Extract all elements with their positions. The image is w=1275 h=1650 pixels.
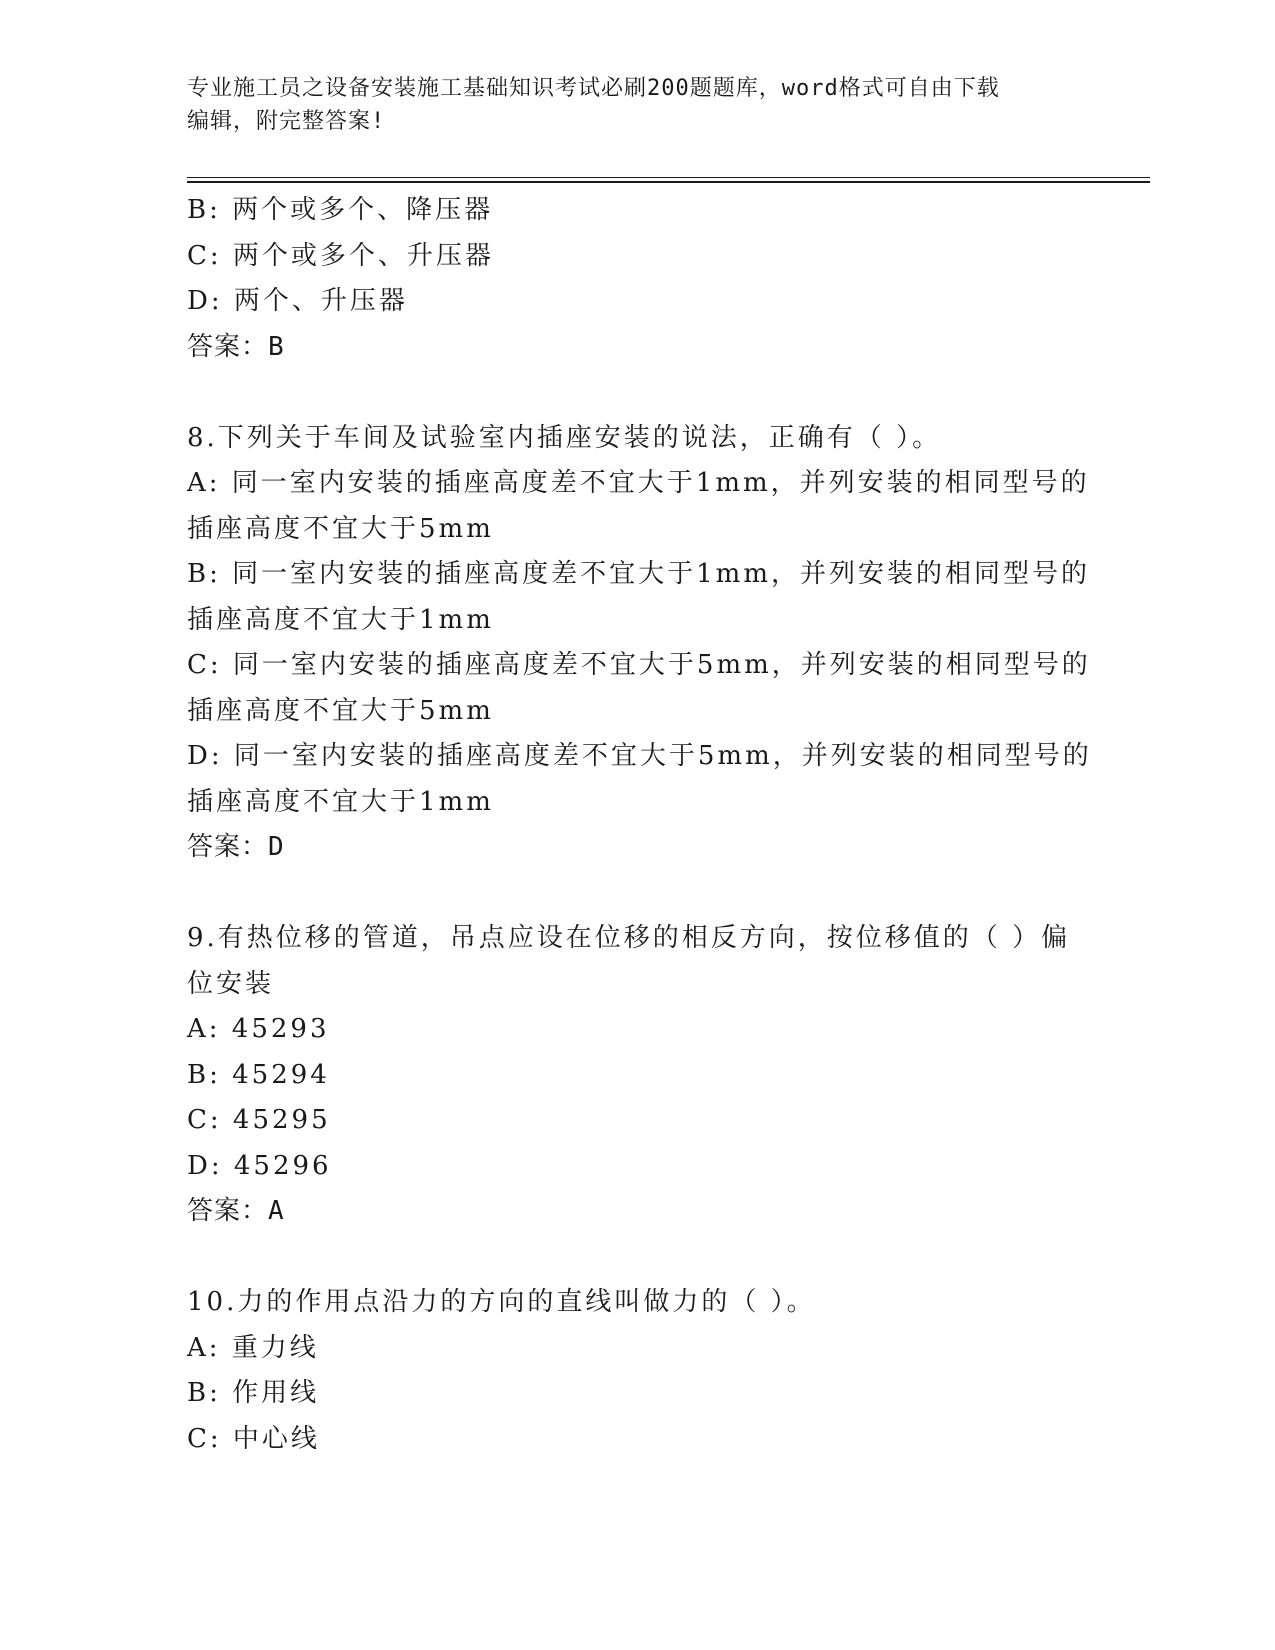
question-10 <box>187 1280 1087 1462</box>
q9-option-b: B: 45294 <box>187 1059 330 1090</box>
spacer <box>187 1235 1087 1281</box>
header-title-line-1: 专业施工员之设备安装施工基础知识考试必刷200题题库，word格式可自由下载 <box>187 76 1000 101</box>
q10-stem: 10.力的作用点沿力的方向的直线叫做力的（ ）。 <box>187 1287 816 1317</box>
q9-option-c: C: 45295 <box>187 1105 331 1135</box>
q8-stem: 8.下列关于车间及试验室内插座安装的说法，正确有（ ）。 <box>187 422 942 453</box>
header-divider-thin <box>187 177 1150 178</box>
q10-option-b: B: 作用线 <box>187 1378 320 1408</box>
question-7 <box>187 188 1087 370</box>
q10-option-c: C: 中心线 <box>187 1423 320 1454</box>
q9-option-a: A: 45293 <box>187 1014 330 1044</box>
q8-option-d: D: 同一室内安装的插座高度差不宜大于5mm，并列安装的相同型号的 <box>187 741 1092 771</box>
document-header <box>187 72 1087 138</box>
q8-option-a-cont: 插座高度不宜大于5mm <box>187 513 494 544</box>
question-list <box>187 188 1092 1462</box>
q8-option-c: C: 同一室内安装的插座高度差不宜大于5mm，并列安装的相同型号的 <box>187 650 1091 680</box>
q9-stem-cont: 位安装 <box>187 968 275 999</box>
header-title-line-2: 编辑，附完整答案! <box>187 109 386 134</box>
q8-option-d-cont: 插座高度不宜大于1mm <box>187 786 494 817</box>
q8-option-a: A: 同一室内安装的插座高度差不宜大于1mm，并列安装的相同型号的 <box>187 468 1090 498</box>
q7-option-d: D: 两个、升压器 <box>187 286 408 316</box>
q8-answer: 答案：D <box>187 832 285 862</box>
spacer <box>187 370 1087 416</box>
q9-stem: 9.有热位移的管道，吊点应设在位移的相反方向，按位移值的（ ）偏 <box>187 923 1071 953</box>
q9-option-d: D: 45296 <box>187 1150 332 1181</box>
q8-option-c-cont: 插座高度不宜大于5mm <box>187 695 494 726</box>
q7-answer: 答案：B <box>187 331 285 362</box>
q7-option-b: B: 两个或多个、降压器 <box>187 195 494 225</box>
q8-option-b-cont: 插座高度不宜大于1mm <box>187 604 494 635</box>
spacer <box>187 871 1087 917</box>
header-divider-thick <box>187 181 1150 183</box>
question-9 <box>187 916 1087 1235</box>
question-8 <box>187 416 1092 871</box>
q10-option-a: A: 重力线 <box>187 1332 319 1363</box>
q7-option-c: C: 两个或多个、升压器 <box>187 240 494 271</box>
q9-answer: 答案：A <box>187 1196 285 1226</box>
q8-option-b: B: 同一室内安装的插座高度差不宜大于1mm，并列安装的相同型号的 <box>187 559 1090 589</box>
